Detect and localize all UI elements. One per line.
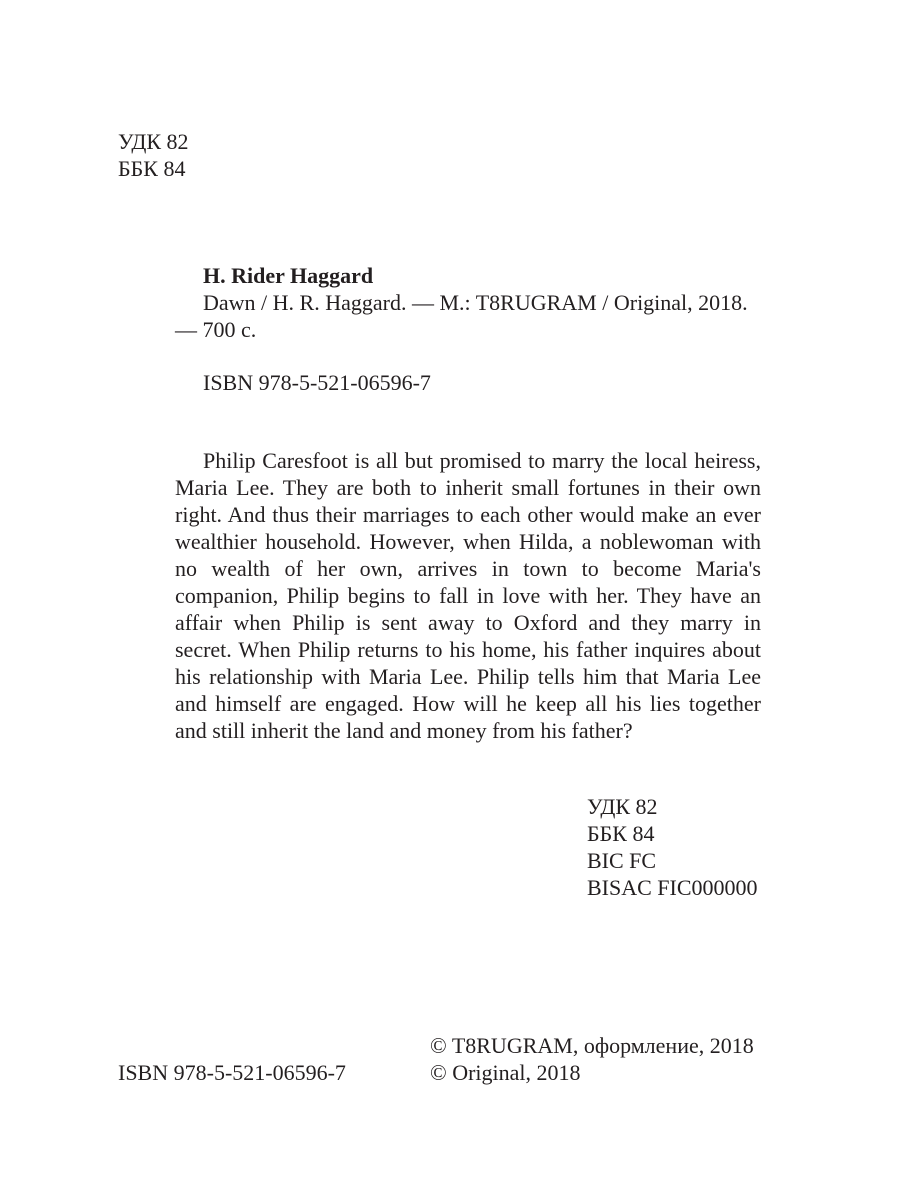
bic-code: BIC FC — [587, 848, 657, 873]
book-annotation — [175, 447, 761, 744]
bibliographic-citation — [175, 289, 765, 343]
bbk-code: ББК 84 — [118, 156, 186, 181]
copyright-notice — [430, 1032, 754, 1086]
udk-code: УДК 82 — [118, 129, 189, 154]
copyright-line-design: © T8RUGRAM, оформление, 2018 — [430, 1033, 754, 1058]
citation-line-1: Dawn / H. R. Haggard. — M.: T8RUGRAM / Original, 2018. — [203, 290, 748, 315]
bisac-code: BISAC FIC000000 — [587, 875, 758, 900]
isbn-bottom: ISBN 978-5-521-06596-7 — [118, 1060, 346, 1085]
copyright-line-original: © Original, 2018 — [430, 1060, 581, 1085]
citation-line-2: — 700 c. — [175, 317, 257, 342]
bbk-code: ББК 84 — [587, 821, 655, 846]
udk-code: УДК 82 — [587, 794, 658, 819]
isbn-main: ISBN 978-5-521-06596-7 — [203, 370, 431, 395]
classification-codes-right — [587, 793, 758, 901]
author-name: H. Rider Haggard — [203, 263, 374, 288]
annotation-paragraph: Philip Caresfoot is all but promised to marry the local heiress, Maria Lee. They are both to inherit small fortunes in their own right. And thus their marriages to each other would make an ever wealthier household. However, when Hilda, a noblewoman with no wealth of her own, arrives in town to become Maria's companion, Philip begins to fall in love with her. They have an affair when Philip is sent away to Oxford and they marry in secret. When Philip returns to his home, his father inquires about his relationship with Maria Lee. Philip tells him that Maria Lee and himself are engaged. How will he keep all his lies together and still inherit the land and money from his father? — [175, 448, 761, 743]
classification-codes-top — [118, 128, 189, 182]
